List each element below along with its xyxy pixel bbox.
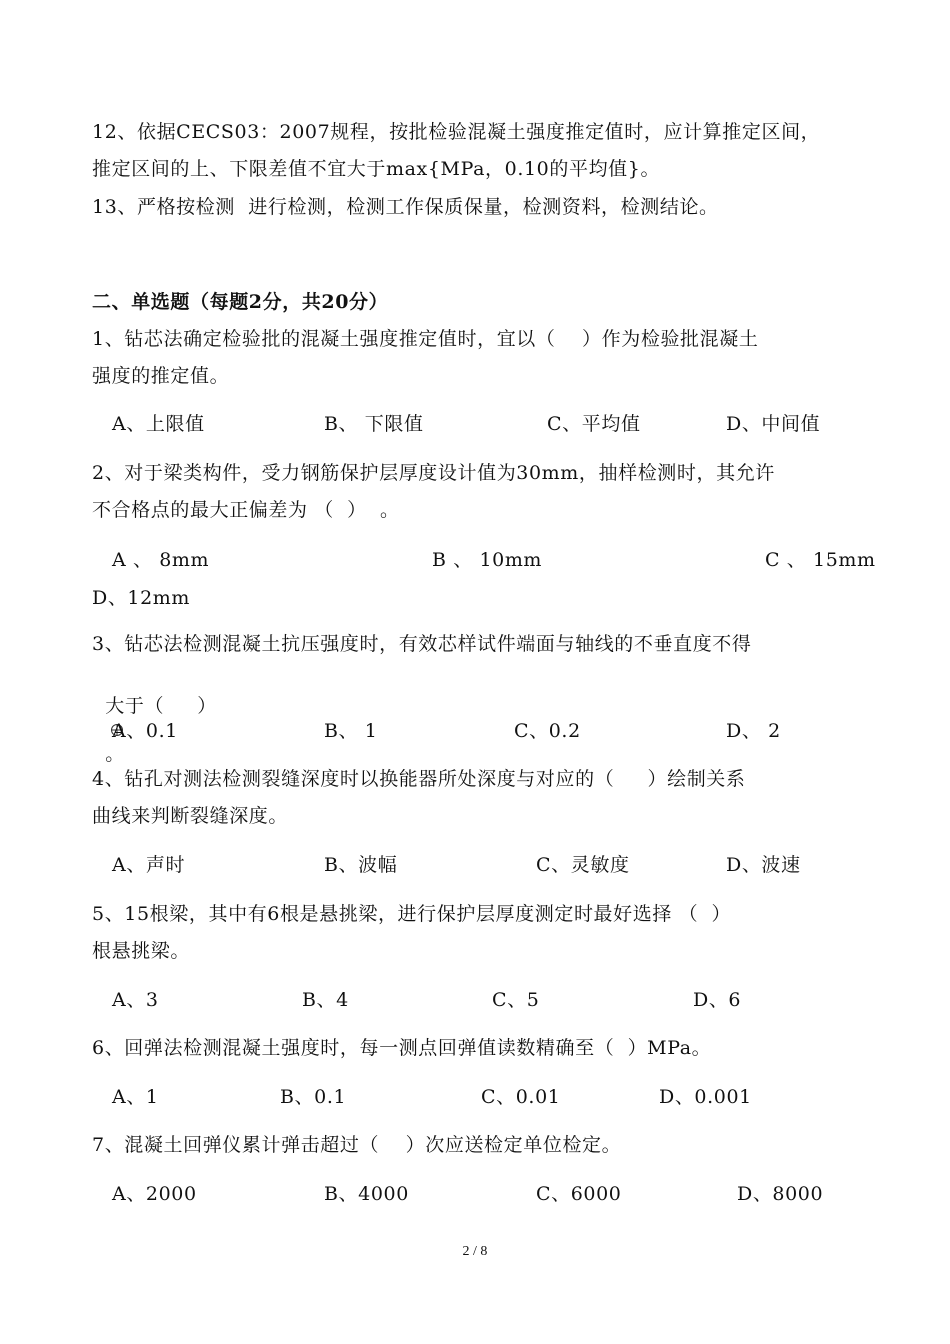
question-7-option-d: D、8000 bbox=[737, 1183, 824, 1205]
page-number: 2 / 8 bbox=[462, 1244, 488, 1259]
question-1-option-a: A、上限值 bbox=[112, 413, 205, 435]
question-3-option-b: B、 1 bbox=[324, 720, 378, 742]
question-2-option-c: C 、 15mm bbox=[765, 549, 876, 571]
question-6-option-b: B、0.1 bbox=[280, 1086, 347, 1108]
question-3-line-1: 3、钻芯法检测混凝土抗压强度时，有效芯样试件端面与轴线的不垂直度不得 bbox=[92, 633, 752, 655]
question-4-option-b: B、波幅 bbox=[324, 854, 398, 876]
question-6-option-d: D、0.001 bbox=[659, 1086, 752, 1108]
question-7-line-1: 7、混凝土回弹仪累计弹击超过（ ）次应送检定单位检定。 bbox=[92, 1134, 622, 1156]
question-6-line-1: 6、回弹法检测混凝土强度时，每一测点回弹值读数精确至（ ）MPa。 bbox=[92, 1037, 712, 1059]
question-3-option-a: A、0.1 bbox=[112, 720, 178, 742]
question-1-option-b: B、 下限值 bbox=[324, 413, 424, 435]
q12-line-2: 推定区间的上、下限差值不宜大于max{MPa，0.10的平均值}。 bbox=[92, 158, 661, 180]
question-4-option-d: D、波速 bbox=[726, 854, 801, 876]
question-4-option-a: A、声时 bbox=[112, 854, 186, 876]
question-5-line-2: 根悬挑梁。 bbox=[92, 940, 191, 962]
question-2-option-a: A 、 8mm bbox=[112, 549, 210, 571]
q12-line-1: 12、依据CECS03：2007规程，按批检验混凝土强度推定值时，应计算推定区间， bbox=[92, 121, 821, 143]
question-5-line-1: 5、15根梁，其中有6根是悬挑梁，进行保护层厚度测定时最好选择 （ ） bbox=[92, 903, 732, 925]
question-3-option-c: C、0.2 bbox=[514, 720, 581, 742]
question-7-option-b: B、4000 bbox=[324, 1183, 409, 1205]
question-2-option-d: D、12mm bbox=[92, 587, 191, 609]
question-2-line-2: 不合格点的最大正偏差为 （ ） 。 bbox=[92, 499, 400, 521]
question-5-option-b: B、4 bbox=[302, 989, 349, 1011]
q13-line-1: 13、严格按检测 进行检测，检测工作保质保量，检测资料，检测结论。 bbox=[92, 196, 719, 218]
question-5-option-d: D、6 bbox=[693, 989, 742, 1011]
question-2-option-b: B 、 10mm bbox=[432, 549, 543, 571]
question-3-option-d: D、 2 bbox=[726, 720, 781, 742]
question-1-option-c: C、平均值 bbox=[547, 413, 641, 435]
question-5-option-c: C、5 bbox=[492, 989, 540, 1011]
question-6-option-a: A、1 bbox=[112, 1086, 159, 1108]
question-7-option-c: C、6000 bbox=[536, 1183, 622, 1205]
question-3-line-2-tail: 。 bbox=[105, 743, 125, 765]
question-4-line-2: 曲线来判断裂缝深度。 bbox=[92, 805, 289, 827]
question-7-option-a: A、2000 bbox=[112, 1183, 197, 1205]
question-6-option-c: C、0.01 bbox=[481, 1086, 561, 1108]
question-5-option-a: A、3 bbox=[112, 989, 159, 1011]
question-3-line-2-text: 大于（ ） bbox=[105, 695, 217, 717]
question-4-option-c: C、灵敏度 bbox=[536, 854, 630, 876]
section-title: 二、单选题（每题2分，共20分） bbox=[92, 291, 389, 313]
question-1-line-2: 强度的推定值。 bbox=[92, 365, 230, 387]
question-2-line-1: 2、对于梁类构件，受力钢筋保护层厚度设计值为30mm，抽样检测时，其允许 bbox=[92, 462, 775, 484]
question-1-line-1: 1、钻芯法确定检验批的混凝土强度推定值时，宜以（ ）作为检验批混凝土 bbox=[92, 328, 759, 350]
question-4-line-1: 4、钻孔对测法检测裂缝深度时以换能器所处深度与对应的（ ）绘制关系 bbox=[92, 768, 746, 790]
question-3-line-2 bbox=[92, 670, 217, 766]
question-1-option-d: D、中间值 bbox=[726, 413, 821, 435]
